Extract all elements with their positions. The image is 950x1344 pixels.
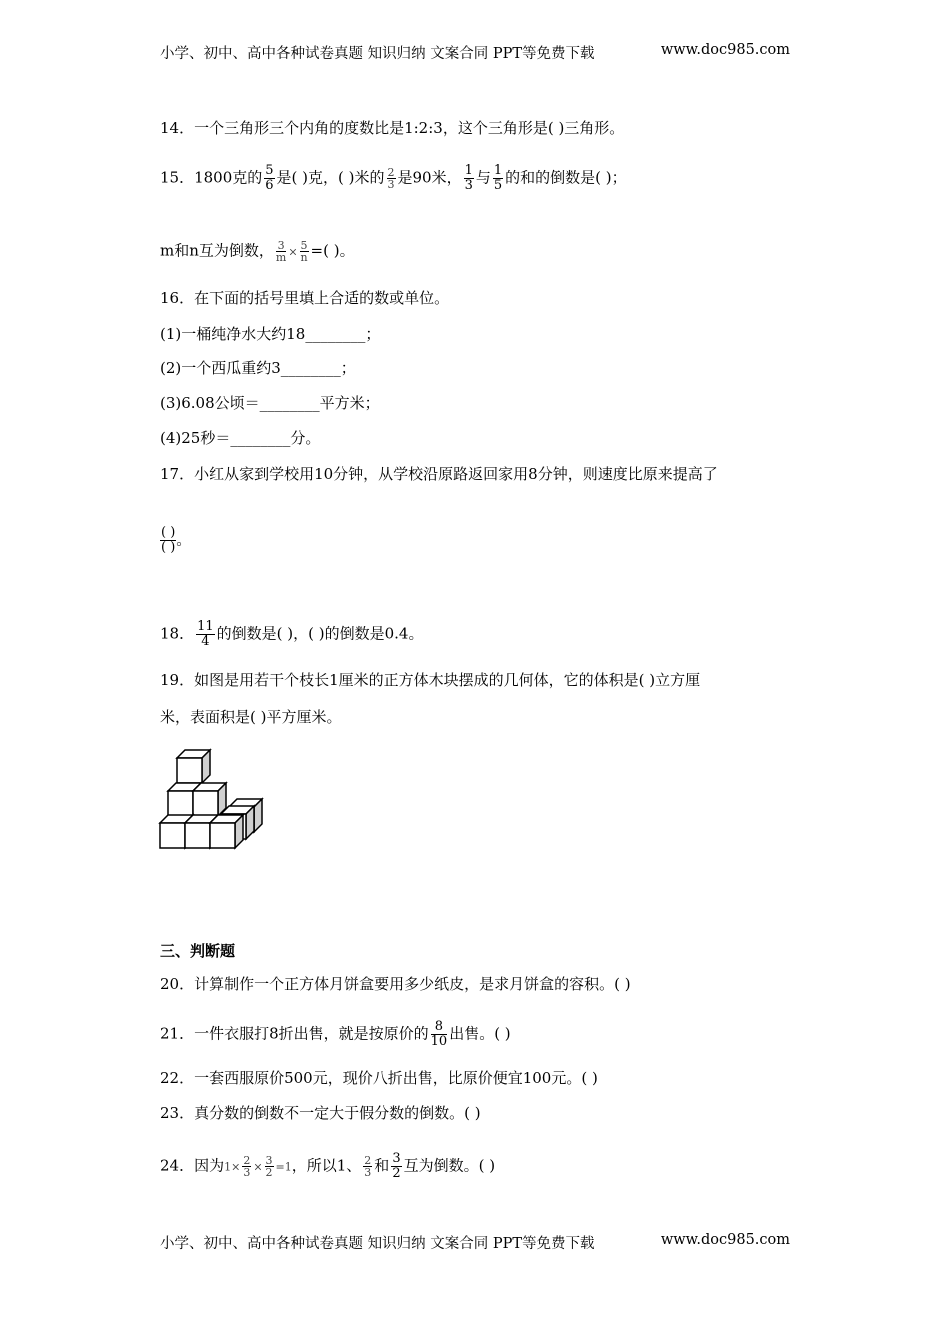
text: 18．: [160, 624, 195, 643]
text: 是90米，: [397, 168, 462, 187]
fraction: $\frac{1}{5}$: [493, 163, 503, 193]
question-22: 22．一套西服原价500元，现价八折出售，比原价便宜100元。( ): [160, 1069, 598, 1087]
text: m和n互为倒数，: [160, 241, 274, 260]
footer-url: www.doc985.com: [660, 1232, 790, 1248]
text: 的和的倒数是( )；: [505, 168, 627, 187]
text: 和: [374, 1156, 390, 1175]
footer-left: 小学、初中、高中各种试卷真题 知识归纳 文案合同 PPT等免费下载: [160, 1236, 595, 1252]
question-19: 19．如图是用若干个枝长1厘米的正方体木块摆成的几何体，它的体积是( )立方厘: [160, 671, 701, 689]
text: 1×: [224, 1160, 241, 1174]
fraction: $\frac{2}{3}$: [387, 166, 395, 191]
text: =1: [275, 1160, 292, 1174]
section-title: 三、判断题: [160, 942, 236, 960]
text: 是( )克，( )米的: [276, 168, 385, 187]
text: 与: [475, 168, 491, 187]
question-24: [160, 1152, 495, 1181]
text: 15．1800克的: [160, 168, 263, 187]
fraction: $\frac{5}{n}$: [300, 239, 308, 264]
text: 21．一件衣服打8折出售，就是按原价的: [160, 1024, 429, 1043]
text: 互为倒数。( ): [403, 1156, 496, 1175]
fraction: $\frac{11}{4}$: [197, 619, 214, 649]
question-16-1: (1)一桶纯净水大约18________；: [160, 325, 381, 343]
question-17: 17．小红从家到学校用10分钟，从学校沿原路返回家用8分钟，则速度比原来提高了: [160, 465, 718, 483]
text: =( )。: [310, 241, 355, 260]
header-left: 小学、初中、高中各种试卷真题 知识归纳 文案合同 PPT等免费下载: [160, 46, 595, 62]
fraction: ( ) ( ): [161, 525, 176, 555]
fraction: $\frac{2}{3}$: [243, 1154, 251, 1179]
text: 。: [176, 530, 192, 549]
fraction: $\frac{8}{10}$: [430, 1019, 448, 1049]
fraction: $\frac{3}{2}$: [265, 1154, 273, 1179]
question-16-4: (4)25秒＝________分。: [160, 429, 321, 447]
question-21: [160, 1020, 511, 1049]
header-url: www.doc985.com: [660, 42, 790, 58]
cube: [210, 815, 243, 848]
page-footer: [160, 1232, 790, 1253]
text: 出售。( ): [449, 1024, 511, 1043]
cube: [193, 783, 226, 816]
text: 24．因为: [160, 1156, 225, 1175]
fraction: $\frac{5}{6}$: [265, 163, 274, 193]
text: ×: [253, 1160, 263, 1174]
question-23: 23．真分数的倒数不一定大于假分数的倒数。( ): [160, 1104, 481, 1122]
question-19-line2: 米，表面积是( )平方厘米。: [160, 708, 342, 726]
question-16-2: (2)一个西瓜重约3________；: [160, 359, 356, 377]
cube: [177, 750, 210, 783]
text: ，所以1、: [291, 1156, 362, 1175]
text: 的倒数是( )，( )的倒数是0.4。: [216, 624, 424, 643]
fraction: $\frac{2}{3}$: [364, 1154, 372, 1179]
fraction: $\frac{3}{2}$: [392, 1151, 401, 1181]
question-16: 16．在下面的括号里填上合适的数或单位。: [160, 289, 450, 307]
question-16-3: (3)6.08公顷＝________平方米；: [160, 394, 380, 412]
question-20: 20．计算制作一个正方体月饼盒要用多少纸皮，是求月饼盒的容积。( ): [160, 975, 631, 993]
fraction: $\frac{3}{m}$: [275, 239, 287, 264]
text: ×: [288, 245, 298, 259]
fraction: $\frac{1}{3}$: [464, 163, 473, 193]
question-14: 14．一个三角形三个内角的度数比是1:2:3，这个三角形是( )三角形。: [160, 119, 625, 137]
